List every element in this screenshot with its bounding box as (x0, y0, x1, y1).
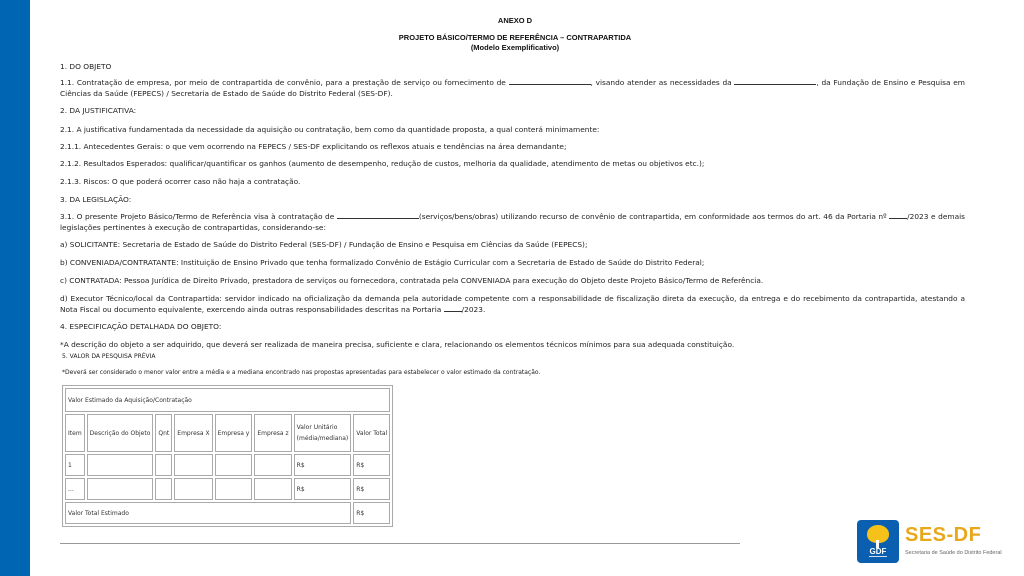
header-empresa-x: Empresa X (174, 414, 212, 452)
footer-value: R$ (353, 502, 390, 524)
cell-description (87, 478, 154, 500)
document-subtitle: (Modelo Exemplificativo) (470, 43, 560, 52)
section-1-heading: 1. DO OBJETO (60, 62, 112, 71)
section-4-note: *A descrição do objeto a ser adquirido, que deverá ser realizada de maneira precisa, suficiente e clara, relacionando os elementos técnicos mínimos para sua adequada constituição. (60, 340, 735, 349)
section-3-1 (60, 212, 965, 233)
cell-empresa-x (174, 478, 212, 500)
section-2-1: 2.1. A justificativa fundamentada da necessidade da aquisição ou contratação, bem como da quantidade proposta, a qual conterá minimamente: (60, 125, 600, 134)
estimated-value-table (62, 385, 393, 527)
table-row (65, 478, 390, 500)
cell-total-value: R$ (353, 478, 390, 500)
section-3-heading: 3. DA LEGISLAÇÃO: (60, 195, 132, 204)
header-unit-value-line1: Valor Unitário (296, 424, 338, 431)
brand-name: SES-DF (905, 524, 982, 546)
cell-empresa-z (254, 478, 291, 500)
section-1-1-text-a: 1.1. Contratação de empresa, por meio de contrapartida de convênio, para a prestação de serviço ou fornecimento de (60, 78, 509, 87)
table-caption: Valor Estimado da Aquisição/Contratação (65, 388, 390, 412)
ses-df-logo (857, 520, 1012, 565)
table-header-row (65, 414, 390, 452)
cell-empresa-y (215, 478, 253, 500)
document-title: PROJETO BÁSICO/TERMO DE REFERÊNCIA – CONTRAPARTIDA (398, 33, 632, 42)
cell-empresa-y (215, 454, 253, 476)
section-2-1-2: 2.1.2. Resultados Esperados: qualificar/quantificar os ganhos (aumento de desempenho, redução de custos, melhoria da qualidade, atendimento de metas ou objetivos etc.); (60, 159, 705, 168)
cell-unit-value: R$ (294, 478, 352, 500)
header-qnt: Qnt (155, 414, 172, 452)
gdf-logo-badge (857, 520, 899, 563)
cell-qnt (155, 478, 172, 500)
header-empresa-z: Empresa z (254, 414, 291, 452)
header-total-value: Valor Total (353, 414, 390, 452)
blank-field (337, 212, 419, 219)
annex-label: ANEXO D (497, 16, 533, 25)
section-1-1-text-c: , da Fundação de Ensino e Pesquisa em Ciências da Saúde (FEPECS) / Secretaria de Estado de Saúde do Distrito Federal (SES-DF). (60, 78, 965, 98)
section-3-c: c) CONTRATADA: Pessoa Jurídica de Direito Privado, prestadora de serviços ou fornecedora, contratada pela CONVENIADA para execução do Objeto deste Projeto Básico/Termo de Referência. (60, 276, 764, 285)
section-3-1-text-c: /2023 e demais legislações pertinentes à execução de contrapartidas, considerando-se: (60, 212, 965, 232)
section-3-1-text-b: (serviços/bens/obras) utilizando recurso de convênio de contrapartida, em conformidade aos termos do art. 46 da Portaria nº (418, 212, 890, 221)
footer-label: Valor Total Estimado (65, 502, 351, 524)
blank-field (889, 212, 907, 219)
header-unit-value (294, 414, 352, 452)
left-accent-bar (0, 0, 30, 576)
section-5-heading: 5. VALOR DA PESQUISA PRÉVIA (62, 353, 156, 360)
blank-field (444, 305, 462, 312)
section-2-1-1: 2.1.1. Antecedentes Gerais: o que vem ocorrendo na FEPECS / SES-DF explicitando os reflexos atuais e tendências na área demandante; (60, 142, 567, 151)
section-3-d (60, 294, 965, 315)
page-divider (60, 543, 740, 544)
section-1-1-text-b: , visando atender as necessidades da (590, 78, 735, 87)
header-empresa-y: Empresa y (215, 414, 253, 452)
section-2-heading: 2. DA JUSTIFICATIVA: (60, 106, 137, 115)
cell-item: ... (65, 478, 85, 500)
section-5-note: *Deverá ser considerado o menor valor entre a média e a mediana encontrado nas propostas apresentadas para estabelecer o valor estimado da contratação. (62, 369, 541, 376)
gdf-label: GDF (869, 547, 887, 556)
section-3-1-text-a: 3.1. O presente Projeto Básico/Termo de Referência visa à contratação de (60, 212, 337, 221)
section-3-d-text-b: /2023. (461, 304, 486, 314)
section-4-heading: 4. ESPECIFICAÇÃO DETALHADA DO OBJETO: (60, 322, 222, 331)
cell-description (87, 454, 154, 476)
section-3-d-text-a: d) Executor Técnico/local da Contrapartida: servidor indicado na oficialização da demanda pela autoridade competente com a responsabilidade de fiscalização direta da execução, da entrega e do recebimento da contrapartida, atestando a Nota Fiscal ou documento equivalente, exercendo ainda outras responsabilidades descritas na Portaria (60, 294, 965, 314)
cell-item: 1 (65, 454, 85, 476)
section-1-1 (60, 78, 965, 99)
cell-empresa-x (174, 454, 212, 476)
section-3-a: a) SOLICITANTE: Secretaria de Estado de Saúde do Distrito Federal (SES-DF) / Fundação de Ensino e Pesquisa em Ciências da Saúde (FEPECS); (60, 240, 588, 249)
brand-subtitle: Secretaria de Saúde do Distrito Federal (905, 550, 1002, 556)
section-3-b: b) CONVENIADA/CONTRATANTE: Instituição de Ensino Privado que tenha formalizado Convênio de Estágio Curricular com a Secretaria de Estado de Saúde do Distrito Federal; (60, 258, 705, 267)
header-item: Item (65, 414, 85, 452)
blank-field (509, 78, 591, 85)
table-row (65, 454, 390, 476)
cell-qnt (155, 454, 172, 476)
blank-field (734, 78, 816, 85)
table-caption-row (65, 388, 390, 412)
cell-empresa-z (254, 454, 291, 476)
gdf-tagline-mark (857, 556, 899, 558)
header-description: Descrição do Objeto (87, 414, 154, 452)
table-footer-row (65, 502, 390, 524)
header-unit-value-line2: (média/mediana) (296, 435, 349, 442)
cell-total-value: R$ (353, 454, 390, 476)
section-2-1-3: 2.1.3. Riscos: O que poderá ocorrer caso não haja a contratação. (60, 177, 301, 186)
cell-unit-value: R$ (294, 454, 352, 476)
